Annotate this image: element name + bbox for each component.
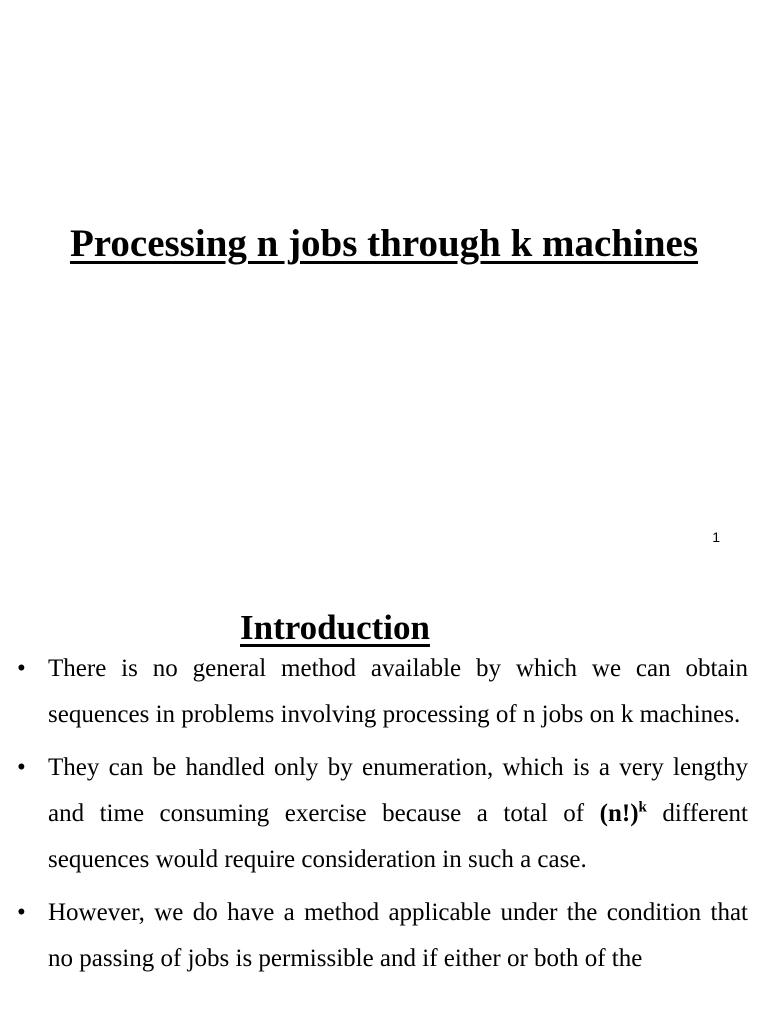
bullet-text: There is no general method available by which we can obtain sequences in problems involving processing of n jobs on k machines. xyxy=(48,655,748,728)
bullet-text-after-formula: different sequences would require consideration in such a case. xyxy=(48,800,749,873)
bullet-dot-icon: • xyxy=(17,754,26,781)
formula-exponent: k xyxy=(638,799,647,816)
bullet-list xyxy=(0,646,768,989)
formula-base: (n!) xyxy=(599,800,639,827)
section-heading: Introduction xyxy=(240,608,430,648)
bullet-item xyxy=(0,646,768,738)
bullet-text xyxy=(48,745,748,883)
formula-n-factorial xyxy=(600,800,647,827)
bullet-text-before-formula: They can be handled only by enumeration, which is a very lengthy and time consuming exercise because a total of xyxy=(48,754,748,827)
bullet-dot-icon: • xyxy=(17,899,26,926)
page-number: 1 xyxy=(712,529,720,545)
page-title-text: Processing n jobs through k machines xyxy=(69,222,699,266)
bullet-text: However, we do have a method applicable under the condition that no passing of jobs is permissible and if either or both of the xyxy=(48,899,748,972)
bullet-item xyxy=(0,745,768,883)
bullet-item xyxy=(0,890,768,982)
bullet-dot-icon: • xyxy=(17,655,26,682)
page-title xyxy=(0,219,768,269)
